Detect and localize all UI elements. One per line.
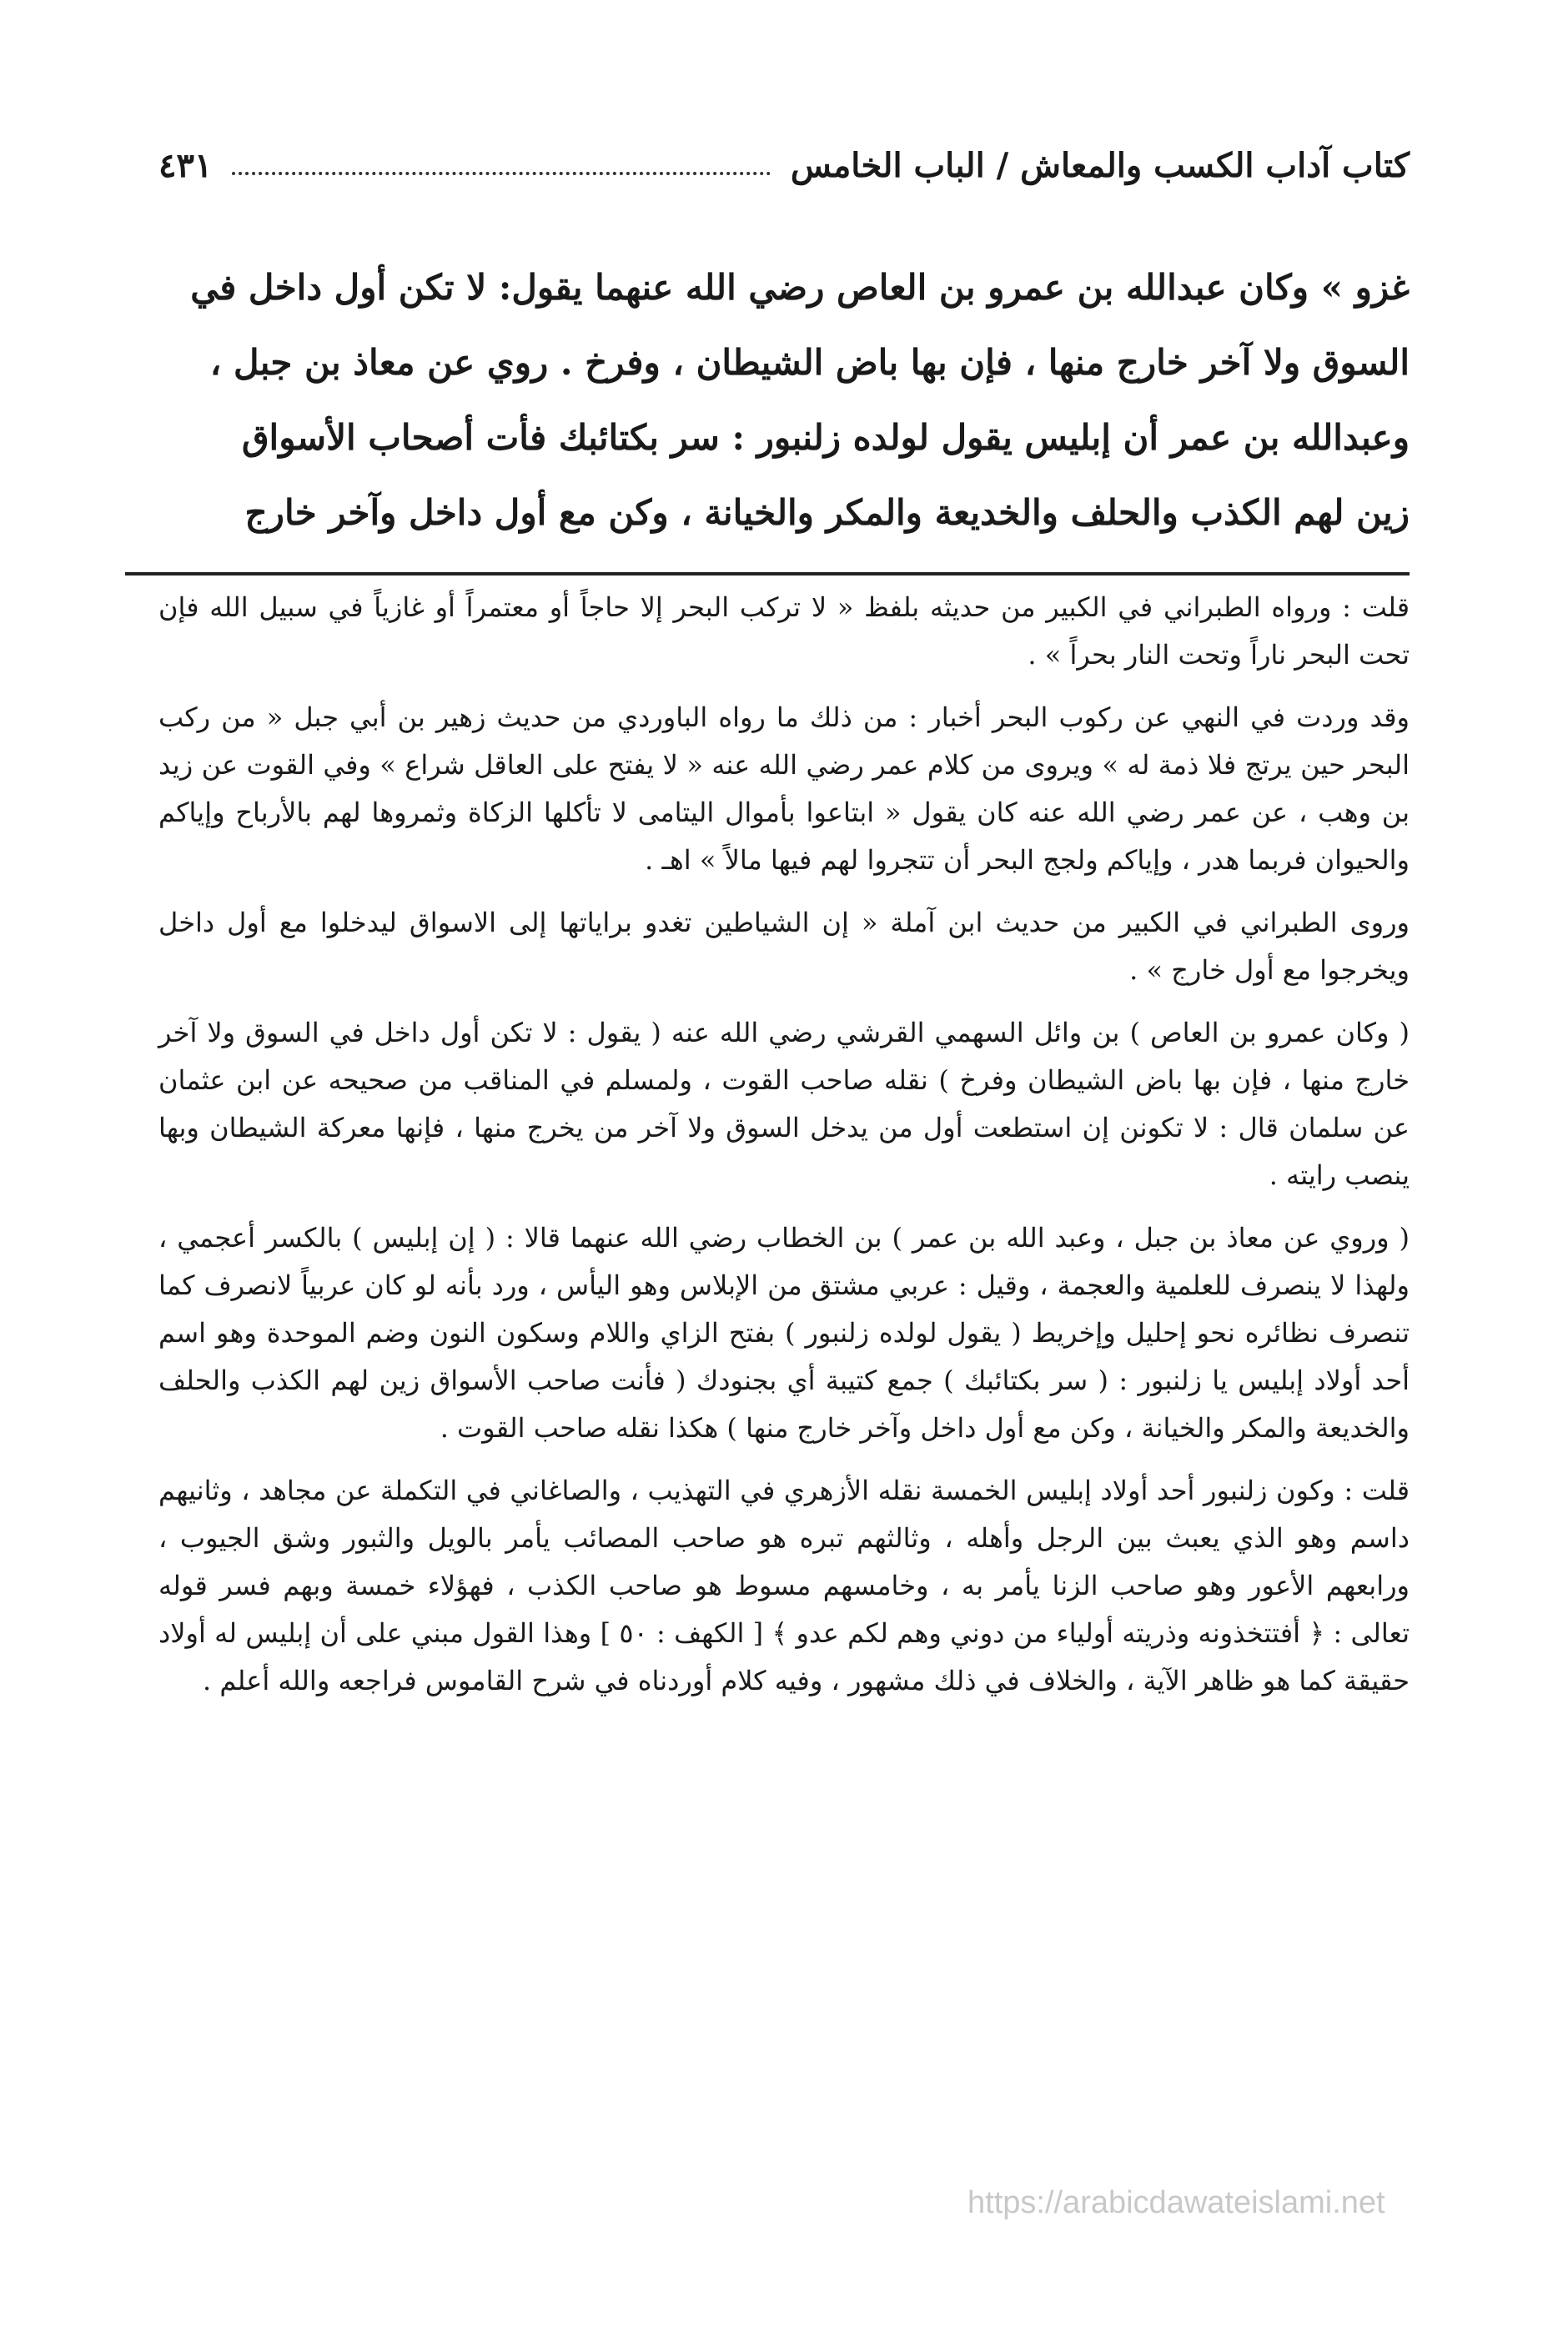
page-number: ٤٣١: [158, 145, 213, 185]
separator-rule: [125, 572, 1410, 575]
commentary-paragraph: قلت : ورواه الطبراني في الكبير من حديثه بلفظ « لا تركب البحر إلا حاجاً أو معتمراً أو غازياً في سبيل الله فإن تحت البحر ناراً وتحت النار بحراً » .: [158, 591, 1410, 671]
commentary-paragraph: وروى الطبراني في الكبير من حديث ابن آملة « إن الشياطين تغدو براياتها إلى الاسواق ليدخلوا مع أول داخل ويخرجوا مع أول خارج » .: [158, 907, 1410, 986]
running-header: [158, 140, 1410, 190]
main-line: وعبدالله بن عمر أن إبليس يقول لولده زلنبور : سر بكتائبك فأت أصحاب الأسواق: [241, 417, 1410, 458]
main-text: [158, 250, 1410, 550]
commentary-paragraph: وقد وردت في النهي عن ركوب البحر أخبار : من ذلك ما رواه الباوردي من حديث زهير بن أبي جبل « من ركب البحر حين يرتج فلا ذمة له » ويروى من كلام عمر رضي الله عنه « لا يفتح على العاقل شراع » وفي القوت عن زيد بن وهب ، عن عمر رضي الله عنه كان يقول « ابتاعوا بأموال اليتامى لا تأكلها الزكاة وثمروها لهم بالأرباح وإياكم والحيوان فربما هدر ، وإياكم ولجج البحر أن تتجروا لهم فيها مالاً » اهـ .: [158, 701, 1410, 876]
watermark-url: https://arabicdawateislami.net: [967, 2185, 1385, 2220]
commentary-paragraph: ( وكان عمرو بن العاص ) بن وائل السهمي القرشي رضي الله عنه ( يقول : لا تكن أول داخل في السوق ولا آخر خارج منها ، فإن بها باض الشيطان وفرخ ) نقله صاحب القوت ، ولمسلم في المناقب من صحيحه عن ابن عثمان عن سلمان قال : لا تكونن إن استطعت أول من يدخل السوق ولا آخر من يخرج منها ، فإنها معركة الشيطان وبها ينصب رايته .: [158, 1017, 1410, 1191]
commentary-text: [158, 584, 1410, 1720]
header-title: كتاب آداب الكسب والمعاش / الباب الخامس: [790, 145, 1410, 185]
commentary-paragraph: ( وروي عن معاذ بن جبل ، وعبد الله بن عمر ) بن الخطاب رضي الله عنهما قالا : ( إن إبليس ) بالكسر أعجمي ، ولهذا لا ينصرف للعلمية والعجمة ، وقيل : عربي مشتق من الإبلاس وهو اليأس ، ورد بأنه لو كان عربياً لانصرف كما تنصرف نظائره نحو إحليل وإخريط ( يقول لولده زلنبور ) بفتح الزاي واللام وسكون النون وضم الموحدة وهو اسم أحد أولاد إبليس يا زلنبور : ( سر بكتائبك ) جمع كتيبة أي بجنودك ( فأنت صاحب الأسواق زين لهم الكذب والحلف والخديعة والمكر والخيانة ، وكن مع أول داخل وآخر خارج منها ) هكذا نقله صاحب القوت .: [158, 1222, 1410, 1444]
main-line: السوق ولا آخر خارج منها ، فإن بها باض الشيطان ، وفرخ . روي عن معاذ بن جبل ،: [209, 342, 1410, 383]
commentary-paragraph: قلت : وكون زلنبور أحد أولاد إبليس الخمسة نقله الأزهري في التهذيب ، والصاغاني في التكملة عن مجاهد ، وثانيهم داسم وهو الذي يعبث بين الرجل وأهله ، وثالثهم تبره هو صاحب المصائب يأمر بالويل والثبور وشق الجيوب ، ورابعهم الأعور وهو صاحب الزنا يأمر به ، وخامسهم مسوط هو صاحب الكذب ، فهؤلاء خمسة وبهم فسر قوله تعالى : ﴿ أفتتخذونه وذريته أولياء من دوني وهم لكم عدو ﴾ [ الكهف : ٥٠ ] وهذا القول مبني على أن إبليس له أولاد حقيقة كما هو ظاهر الآية ، والخلاف في ذلك مشهور ، وفيه كلام أوردناه في شرح القاموس فراجعه والله أعلم .: [158, 1475, 1410, 1696]
main-line: زين لهم الكذب والحلف والخديعة والمكر والخيانة ، وكن مع أول داخل وآخر خارج: [244, 492, 1410, 533]
main-line: غزو » وكان عبدالله بن عمرو بن العاص رضي الله عنهما يقول: لا تكن أول داخل في: [190, 267, 1410, 308]
header-leader-dots: [232, 172, 770, 175]
